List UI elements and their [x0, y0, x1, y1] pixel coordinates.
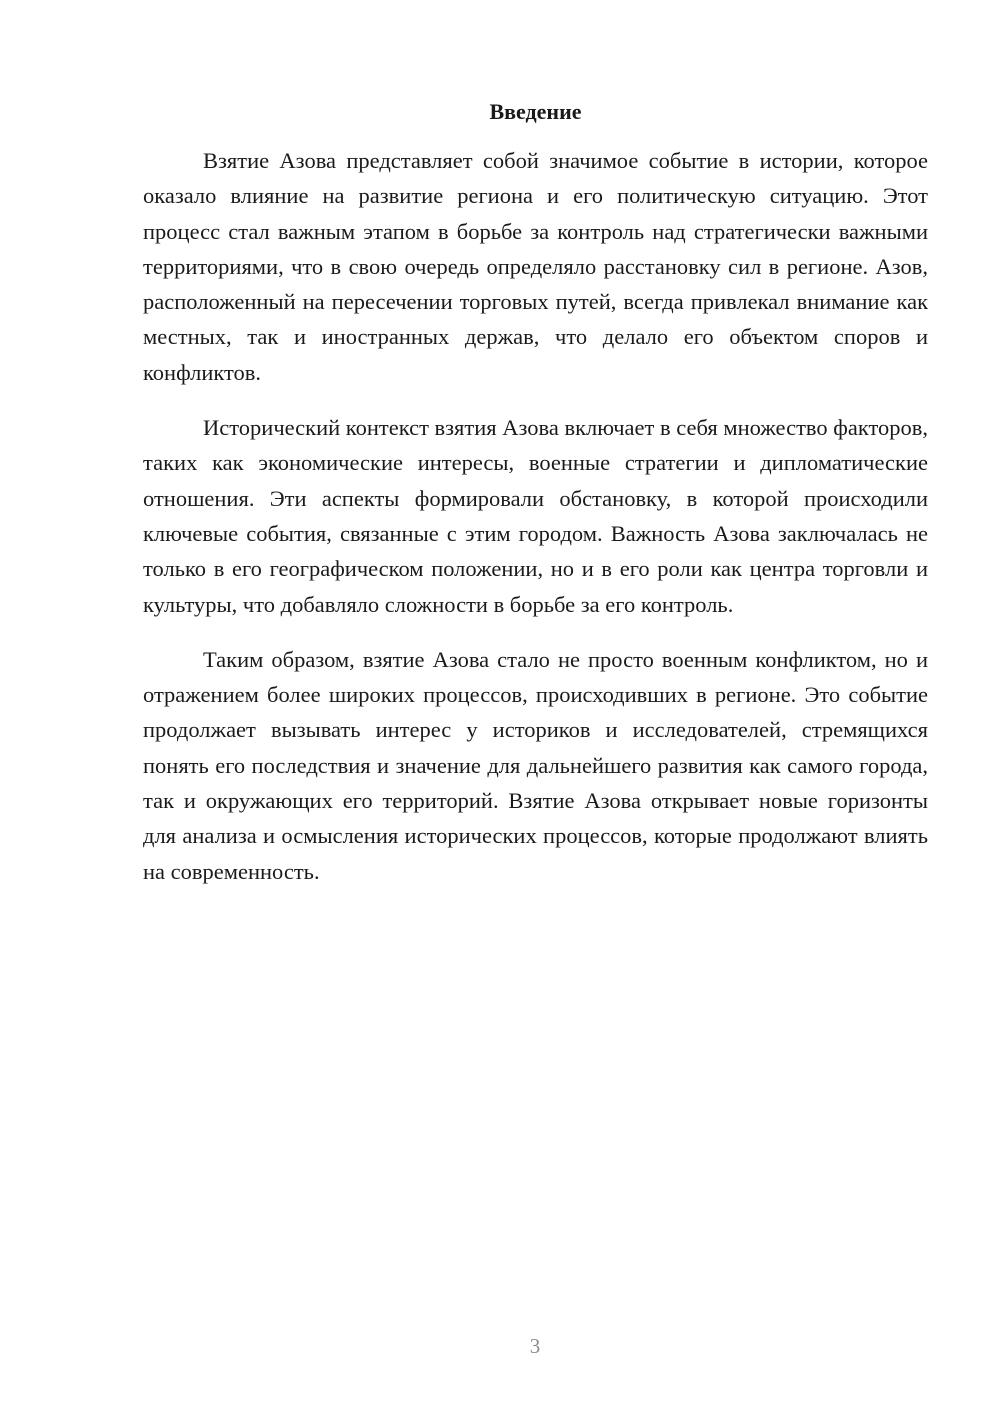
paragraph-1: Взятие Азова представляет собой значимое событие в истории, которое оказало влияние на развитие региона и его политическую ситуацию. Этот процесс стал важным этапом в борьбе за контроль над стратегически важными территориями, что в свою очередь определяло расстановку сил в регионе. Азов, расположенный на пересечении торговых путей, всегда привлекал внимание как местных, так и иностранных держав, что делало его объектом споров и конфликтов.: [143, 148, 928, 385]
paragraph-3: Таким образом, взятие Азова стало не просто военным конфликтом, но и отражением более широких процессов, происходивших в регионе. Это событие продолжает вызывать интерес у историков и исследователей, стремящихся понять его последствия и значение для дальнейшего развития как самого города, так и окружающих его территорий. Взятие Азова открывает новые горизонты для анализа и осмысления исторических процессов, которые продолжают влиять на современность.: [143, 646, 928, 884]
section-heading: Введение: [489, 99, 582, 124]
paragraph-2: Исторический контекст взятия Азова включает в себя множество факторов, таких как экономические интересы, военные стратегии и дипломатические отношения. Эти аспекты формировали обстановку, в которой происходили ключевые события, связанные с этим городом. Важность Азова заключалась не только в его географическом положении, но и в его роли как центра торговли и культуры, что добавляло сложности в борьбе за его контроль.: [143, 415, 928, 617]
page-number: 3: [529, 1334, 541, 1358]
body-text: [143, 143, 928, 909]
